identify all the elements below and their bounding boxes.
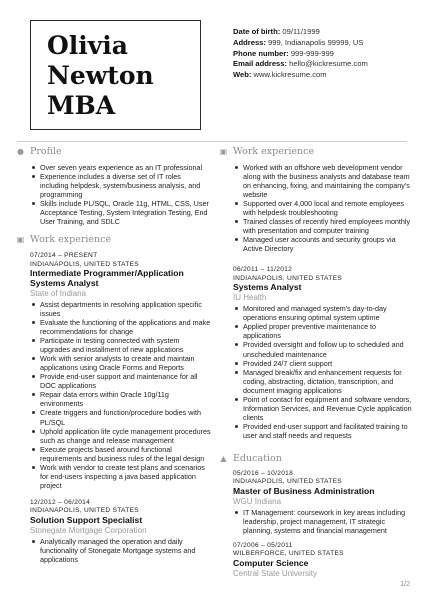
contact-phone bbox=[233, 49, 418, 60]
contact-info bbox=[233, 27, 418, 81]
job-entry bbox=[30, 499, 211, 564]
name-first: Olivia bbox=[47, 31, 128, 60]
job-dates: 07/2014 – PRESENT bbox=[30, 252, 98, 260]
job-duties-continued bbox=[233, 163, 414, 253]
edu-location: WILBERFORCE, UNITED STATES bbox=[233, 550, 344, 558]
list-item: Point of contact for equipment and software vendors, Information Services, and Revenue Cycle application clients bbox=[233, 395, 414, 422]
education-heading bbox=[219, 453, 414, 465]
job-duties bbox=[233, 304, 414, 440]
job-entry bbox=[233, 266, 414, 440]
contact-label: Date of birth: bbox=[233, 27, 281, 36]
right-column bbox=[219, 146, 414, 580]
job-title: Intermediate Programmer/Application Systems Analyst bbox=[30, 268, 184, 289]
job-location: INDIANAPOLIS, UNITED STATES bbox=[233, 274, 342, 282]
work-heading-left bbox=[16, 234, 211, 246]
contact-label: Phone number: bbox=[233, 48, 289, 58]
job-org: IU Health bbox=[233, 293, 267, 303]
job-dates: 06/2011 – 11/2012 bbox=[233, 266, 293, 274]
list-item: Trained classes of recently hired employees monthly with presentation and computer training bbox=[233, 217, 414, 235]
name-box bbox=[30, 20, 201, 130]
list-item: Provide end-user support and maintenance for all DOC applications bbox=[30, 372, 211, 390]
list-item: IT Management: coursework in key areas including leadership, project management, IT strategic planning, systems and financial management bbox=[233, 508, 414, 535]
edu-details bbox=[233, 508, 414, 535]
education-entry bbox=[233, 542, 414, 579]
edu-school: Central State University bbox=[233, 568, 318, 578]
name-last: Newton bbox=[47, 61, 154, 90]
work-title: Work experience bbox=[233, 146, 315, 157]
job-title: Solution Support Specialist bbox=[30, 514, 143, 525]
work-heading-right bbox=[219, 146, 414, 158]
contact-label: Email address: bbox=[233, 59, 288, 69]
contact-address bbox=[233, 38, 418, 49]
edu-dates: 05/2016 – 10/2018 bbox=[233, 469, 294, 477]
list-item: Create triggers and function/procedure bodies with PL/SQL bbox=[30, 408, 211, 426]
list-item: Evaluate the functioning of the applications and make recommendations for change bbox=[30, 318, 211, 336]
list-item: Participate in testing connected with system upgrades and installment of new applications bbox=[30, 336, 211, 354]
list-item: Analytically managed the operation and daily functionality of Stonegate Mortgage systems and applications bbox=[30, 537, 211, 564]
job-location: INDIANAPOLIS, UNITED STATES bbox=[30, 507, 139, 515]
edu-degree: Computer Science bbox=[233, 557, 309, 568]
list-item: Over seven years experience as an IT professional bbox=[30, 163, 211, 172]
education-title: Education bbox=[233, 452, 282, 464]
list-item: Assist departments in resolving application specific issues bbox=[30, 300, 211, 318]
work-title: Work experience bbox=[30, 234, 112, 246]
list-item: Skills include PL/SQL, Oracle 11g, HTML, CSS, User Acceptance Testing, System Integration Testing, End User Training, and SDLC bbox=[30, 199, 211, 226]
list-item: Work with senior analysts to create and maintain applications using Oracle Forms and Reports bbox=[30, 354, 211, 372]
contact-value[interactable]: www.kickresume.com bbox=[253, 70, 327, 80]
job-title: Systems Analyst bbox=[233, 282, 302, 293]
briefcase-icon: ▣ bbox=[219, 147, 228, 156]
contact-value[interactable]: hello@kickresume.com bbox=[289, 59, 368, 69]
job-entry bbox=[30, 252, 211, 490]
edu-school: WGU Indiana bbox=[233, 496, 282, 506]
contact-label: Web: bbox=[233, 70, 252, 80]
edu-location: INDIANAPOLIS, UNITED STATES bbox=[233, 478, 342, 486]
briefcase-icon: ▣ bbox=[16, 235, 25, 245]
job-duties bbox=[30, 300, 211, 490]
person-icon: ● bbox=[17, 147, 24, 156]
profile-title: Profile bbox=[30, 146, 62, 157]
list-item: Uphold application life cycle management procedures such as change and release management bbox=[30, 427, 211, 445]
job-dates: 12/2012 – 06/2014 bbox=[30, 498, 91, 506]
page-number: 1/2 bbox=[400, 581, 410, 588]
list-item: Work with vendor to create test plans and scenarios for end-users inspecting a java based application project bbox=[30, 463, 211, 490]
job-location: INDIANAPOLIS, UNITED STATES bbox=[30, 260, 139, 268]
contact-value: 999-999-999 bbox=[290, 48, 334, 58]
edu-degree: Master of Business Administration bbox=[233, 485, 375, 496]
job-org: State of Indiana bbox=[30, 288, 87, 298]
contact-web bbox=[233, 70, 418, 81]
list-item: Experience includes a diverse set of IT roles including helpdesk, system/business analysis, and programming bbox=[30, 172, 211, 199]
edu-dates: 07/2006 – 05/2011 bbox=[233, 541, 293, 549]
education-entry bbox=[233, 470, 414, 535]
list-item: Supported over 4,000 local and remote employees with helpdesk troubleshooting bbox=[233, 199, 414, 217]
contact-value: 09/11/1999 bbox=[282, 27, 320, 36]
left-column bbox=[16, 146, 211, 564]
divider bbox=[17, 141, 407, 142]
list-item: Applied proper preventive maintenance to applications bbox=[233, 322, 414, 340]
profile-heading bbox=[16, 146, 211, 158]
job-org: Stonegate Mortgage Corporation bbox=[30, 525, 147, 535]
graduation-cap-icon: ▲ bbox=[220, 453, 227, 463]
profile-list bbox=[30, 163, 211, 226]
list-item: Provided oversight and follow up to scheduled and unscheduled maintenance bbox=[233, 340, 414, 358]
list-item: Managed user accounts and security groups via Active Directory bbox=[233, 235, 414, 253]
contact-label: Address: bbox=[233, 37, 266, 47]
list-item: Execute projects based around functional requirements and business rules of the legal design bbox=[30, 445, 211, 463]
list-item: Worked with an offshore web development vendor along with the business analysts and database team on enhancing, fixing, and maintaining the company's website bbox=[233, 163, 414, 199]
list-item: Repair data errors within Oracle 10g/11g environments bbox=[30, 390, 211, 408]
contact-value: 999, Indianapolis 99999, US bbox=[268, 37, 364, 47]
contact-email bbox=[233, 59, 418, 70]
list-item: Monitored and managed system's day-to-day operations ensuring optimal system uptime bbox=[233, 304, 414, 322]
name-degree: MBA bbox=[47, 91, 116, 120]
contact-dob bbox=[233, 27, 418, 38]
list-item: Provided 24/7 client support bbox=[233, 359, 414, 368]
job-duties bbox=[30, 537, 211, 564]
list-item: Provided end-user support and facilitated training to user and staff needs and requests bbox=[233, 422, 414, 440]
list-item: Managed break/fix and enhancement requests for coding, abstracting, dictation, transcription, and document imaging applications bbox=[233, 368, 414, 395]
